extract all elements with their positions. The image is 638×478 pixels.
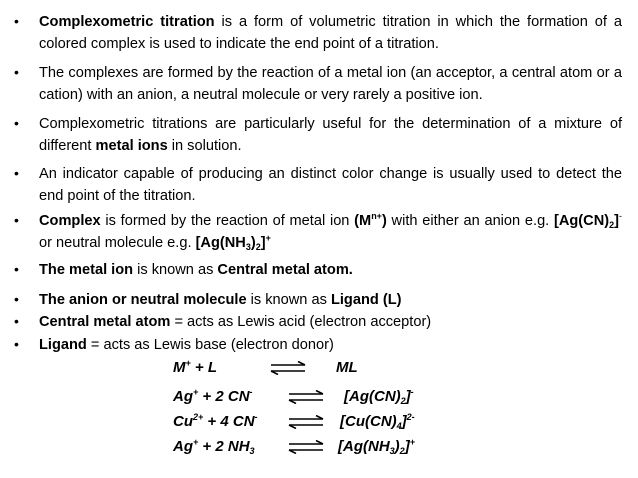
bullet-dot: • <box>14 313 19 329</box>
bullet-dot: • <box>14 13 19 29</box>
bullet-dot: • <box>14 261 19 277</box>
bullet-text: Complexometric titration is a form of volumetric titration in which the formation of a colored complex is used to indicate the end point of a titration. <box>39 14 622 52</box>
bullet-text: Ligand = acts as Lewis base (electron donor) <box>39 337 334 353</box>
bullet-text: Central metal atom = acts as Lewis acid (electron acceptor) <box>39 314 432 330</box>
equation-reactants: Ag+ + 2 $NH_3$ <box>173 437 255 456</box>
equation-row <box>0 410 638 434</box>
equilibrium-arrow-icon <box>286 415 326 429</box>
equation-row <box>0 385 638 409</box>
equation-products: ML <box>336 359 358 376</box>
bullet-text: The anion or neutral molecule is known as Ligand (L) <box>39 292 402 308</box>
equilibrium-arrow-icon <box>286 440 326 454</box>
equation-row <box>0 356 638 380</box>
bullet-dot: • <box>14 115 19 131</box>
bullet-text: Complexometric titrations are particularly useful for the determination of a mixture of different metal ions in solution. <box>39 116 622 154</box>
bullet-dot: • <box>14 291 19 307</box>
bullet-dot: • <box>14 165 19 181</box>
equilibrium-arrow-icon <box>286 390 326 404</box>
equation-products: $[Ag(CN)_2]^-$ <box>344 387 414 406</box>
equilibrium-arrow-icon <box>268 361 308 375</box>
bullet-text: The metal ion is known as Central metal atom. <box>39 262 353 278</box>
equation-products: $[Cu(CN)_4]^{2-}$ <box>340 412 415 431</box>
bullet-text: An indicator capable of producing an distinct color change is usually used to detect the end point of the titration. <box>39 166 622 204</box>
equation-reactants: M+ + L <box>173 358 218 376</box>
bullet-text: The complexes are formed by the reaction of a metal ion (an acceptor, a central atom or a cation) with an anion, a neutral molecule or very rarely a positive ion. <box>39 65 622 103</box>
equation-products: $[Ag(NH_3)_2]^+$ <box>338 437 415 456</box>
bullet-dot: • <box>14 212 19 228</box>
bullet-text: Complex is formed by the reaction of metal ion $(M^{n+})$ with either an anion e.g. $[Ag(CN)_2]^-$ or neutral molecule e.g. $[Ag(NH_3)_2]^+$ <box>39 211 622 252</box>
equation-reactants: Ag+ + 2 CN- <box>173 387 253 405</box>
bullet-dot: • <box>14 64 19 80</box>
bullet-dot: • <box>14 336 19 352</box>
term: Complexometric titration <box>39 14 215 30</box>
equation-reactants: $Cu^{2+} + 4$ CN- <box>173 412 258 430</box>
equation-row <box>0 435 638 459</box>
